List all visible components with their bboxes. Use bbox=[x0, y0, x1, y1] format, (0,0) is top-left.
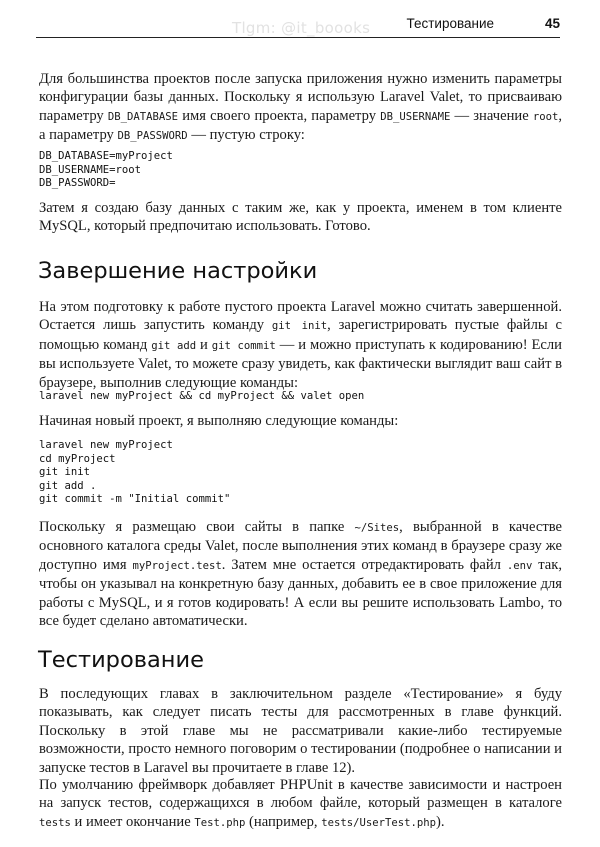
watermark: Tlgm: @it_boooks bbox=[232, 19, 371, 37]
paragraph-create-db: Затем я создаю базу данных с таким же, как у проекта, именем в том клиенте MySQL, который предпочитаю использовать. Готово. bbox=[39, 200, 562, 235]
paragraph-testing-intro: В последующих главах в заключительном разделе «Тестирование» я буду показывать, как следует писать тесты для рассмотренных в главе функций. Поскольку в этой главе мы не рассматривали какие-либо тестируемые возможности, просто немного поговорим о тестировании (подробнее о написании и запуске тестов в Laravel вы прочитаете в главе 12). bbox=[39, 686, 562, 776]
heading-testing: Тестирование bbox=[38, 647, 204, 673]
paragraph-finish-setup: На этом подготовку к работе пустого проекта Laravel можно считать завершенной. Остается лишь запустить команду git init, зарегистрировать пустые файлы с помощью команд git add и git commit — и можно приступать к кодированию! Если вы используете Valet, то можете сразу увидеть, как фактически выглядит ваш сайт в браузере, выполнив следующие команды: bbox=[39, 299, 562, 391]
code-root: root bbox=[532, 110, 559, 123]
paragraph-db-config: Для большинства проектов после запуска приложения нужно изменить параметры конфигурации базы данных. Поскольку я использую Laravel Valet, то присваиваю параметру DB_DATABASE имя своего проекта, параметру DB_USERNAME — значение root, а параметру DB_PASSWORD — пустую строку: bbox=[39, 71, 563, 144]
paragraph-sites-folder: Поскольку я размещаю свои сайты в папке ~/Sites, выбранной в качестве основного каталога среды Valet, после выполнения этих команд в браузере сразу же доступно имя myProject.test. Затем мне остается отредактировать файл .env так, чтобы он указывал на конкретную базу данных, добавить ее в свое приложение для работы с MySQL, и я готов кодировать! А если вы решите использовать Lambo, то все будет сделано автоматически. bbox=[39, 519, 563, 630]
code-db-username: DB_USERNAME bbox=[380, 110, 451, 123]
code-db-password: DB_PASSWORD bbox=[117, 130, 188, 143]
running-header bbox=[36, 10, 560, 44]
code-sites: ~/Sites bbox=[354, 522, 400, 534]
code-env: .env bbox=[506, 559, 533, 572]
page-number: 45 bbox=[544, 16, 560, 31]
code-tests: tests bbox=[39, 816, 71, 829]
code-usertest-php: tests/UserTest.php bbox=[321, 816, 437, 829]
code-git-add: git add bbox=[151, 339, 197, 352]
code-block-git-commands: laravel new myProject cd myProject git init git add . git commit -m "Initial commit" bbox=[39, 439, 231, 506]
paragraph-phpunit: По умолчанию фреймворк добавляет PHPUnit в качестве зависимости и настроен на запуск тестов, содержащихся в любом файле, который размещен в каталоге tests и имеет окончание Test.php (например, tests/UserTest.php). bbox=[39, 777, 562, 830]
paragraph-new-project: Начиная новый проект, я выполняю следующие команды: bbox=[39, 413, 399, 429]
code-git-commit: git commit bbox=[211, 339, 276, 352]
code-block-env: DB_DATABASE=myProject DB_USERNAME=root DB_PASSWORD= bbox=[39, 150, 173, 190]
header-rule bbox=[36, 37, 560, 38]
code-test-php: Test.php bbox=[194, 816, 246, 829]
running-title: Тестирование bbox=[406, 16, 494, 31]
code-git-init: git init bbox=[271, 320, 328, 333]
code-myproject-test: myProject.test bbox=[132, 559, 222, 572]
heading-finish-setup: Завершение настройки bbox=[38, 258, 318, 284]
code-block-valet-open: laravel new myProject && cd myProject && valet open bbox=[39, 390, 365, 402]
code-db-database: DB_DATABASE bbox=[107, 110, 179, 123]
